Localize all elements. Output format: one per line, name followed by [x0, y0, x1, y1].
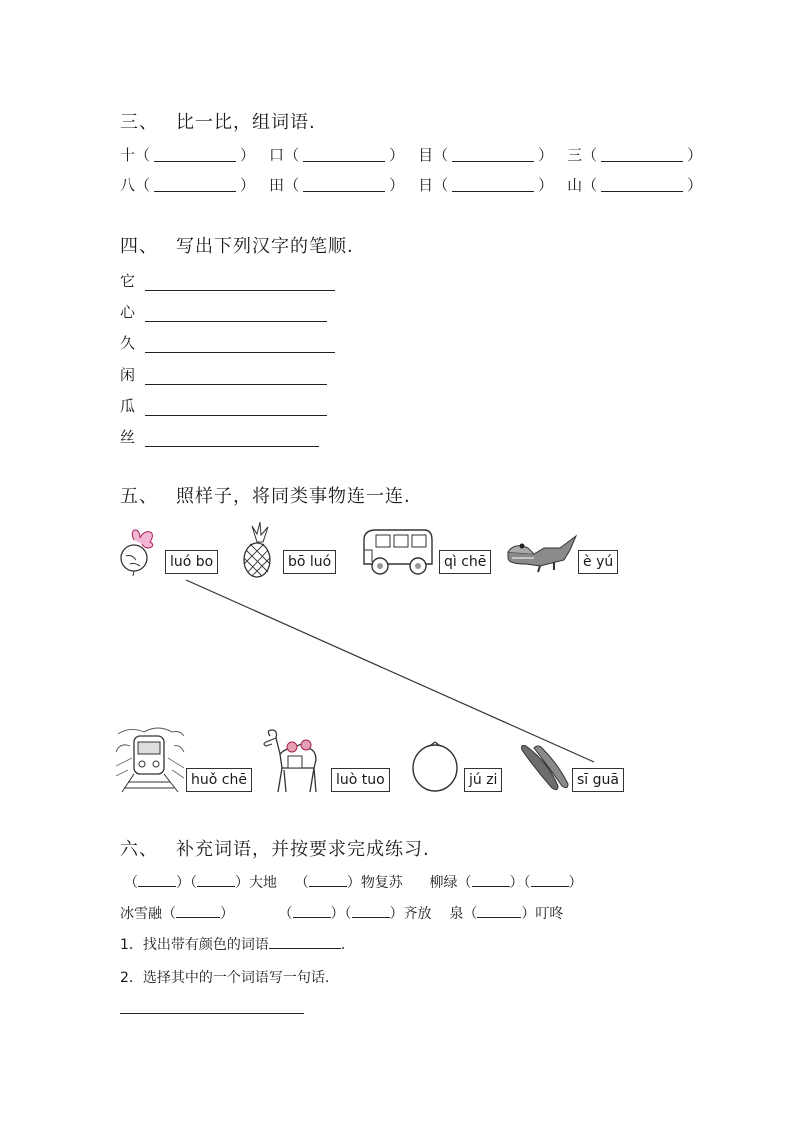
pinyin-card[interactable]: jú zi	[464, 768, 502, 792]
word-item: 田 （ ）	[269, 176, 405, 194]
pinyin-card[interactable]: huǒ chē	[186, 768, 252, 792]
word-item: 山 （ ）	[567, 176, 703, 194]
pinyin-card[interactable]: qì chē	[439, 550, 491, 574]
camel-icon	[258, 726, 324, 794]
section-title: 照样子，将同类事物连一连.	[176, 486, 411, 507]
section-number: 三、	[120, 112, 158, 133]
pinyin-card[interactable]: bō luó	[283, 550, 336, 574]
stroke-item: 心	[120, 301, 327, 322]
answer-blank[interactable]	[138, 874, 176, 887]
answer-blank[interactable]	[472, 874, 510, 887]
sentence-answer-line[interactable]	[120, 1013, 304, 1014]
answer-blank[interactable]	[531, 874, 569, 887]
answer-blank[interactable]	[477, 905, 521, 918]
pinyin-card[interactable]: sī guā	[572, 768, 624, 792]
word-item: 八 （ ）	[120, 176, 256, 194]
stroke-item: 闲	[120, 364, 327, 385]
stroke-item: 丝	[120, 426, 319, 447]
answer-blank[interactable]	[293, 905, 331, 918]
word-item: 口 （ ）	[269, 146, 405, 164]
section-number: 四、	[120, 236, 158, 257]
section-title: 比一比，组词语.	[176, 112, 316, 133]
idiom-row-1: （ ）（ ）大地 （ ）物复苏 柳绿（ ）（ ）	[124, 875, 583, 891]
word-item: 目 （ ）	[418, 146, 554, 164]
section-title: 写出下列汉字的笔顺.	[176, 236, 354, 257]
pinyin-card[interactable]: luó bo	[165, 550, 218, 574]
section-6-heading	[120, 835, 430, 861]
loofah-icon	[518, 742, 574, 794]
section-number: 五、	[120, 486, 158, 507]
answer-blank[interactable]	[309, 874, 347, 887]
answer-blank[interactable]	[197, 874, 235, 887]
train-icon	[114, 722, 186, 794]
word-item: 三 （ ）	[567, 146, 703, 164]
stroke-item: 瓜	[120, 395, 327, 416]
idiom-row-2: 冰雪融（ ） （ ）（ ）齐放 泉（ ）叮咚	[120, 906, 564, 922]
answer-blank[interactable]	[176, 905, 220, 918]
answer-blank[interactable]	[352, 905, 390, 918]
answer-blank[interactable]	[269, 936, 341, 949]
word-item: 日 （ ）	[418, 176, 554, 194]
pinyin-card[interactable]: luò tuo	[331, 768, 390, 792]
task-1: 1．找出带有颜色的词语 .	[120, 937, 346, 953]
stroke-item: 它	[120, 270, 335, 291]
section-title: 补充词语，并按要求完成练习.	[176, 839, 430, 860]
task-2: 2．选择其中的一个词语写一句话.	[120, 970, 330, 986]
section-number: 六、	[120, 839, 158, 860]
stroke-item: 久	[120, 332, 335, 353]
orange-icon	[410, 737, 460, 793]
word-item: 十 （ ）	[120, 146, 256, 164]
pinyin-card[interactable]: è yú	[578, 550, 618, 574]
